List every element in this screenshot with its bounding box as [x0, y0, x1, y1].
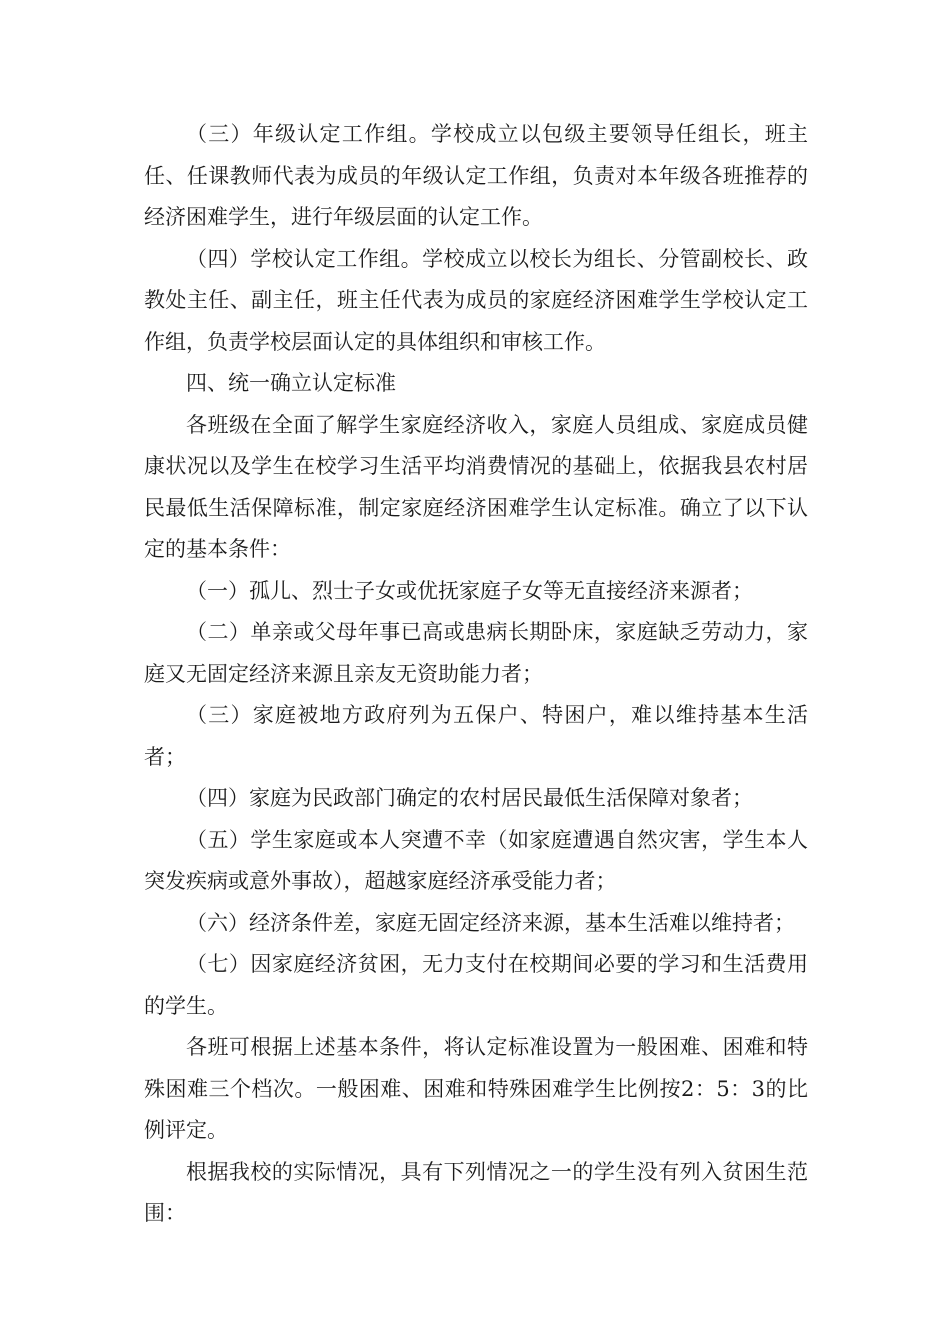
paragraph-standards-intro: 各班级在全面了解学生家庭经济收入，家庭人员组成、家庭成员健康状况以及学生在校学习生活平均消费情况的基础上，依据我县农村居民最低生活保障标准，制定家庭经济困难学生认定标准。确立了以下认定的基本条件：: [144, 412, 808, 561]
document-body: [144, 114, 808, 1235]
condition-item-1: （一）孤儿、烈士子女或优抚家庭子女等无直接经济来源者；: [186, 578, 753, 603]
condition-item-6: （六）经济条件差，家庭无固定经济来源，基本生活难以维持者；: [186, 910, 795, 935]
section-heading-standards: 四、统一确立认定标准: [186, 371, 396, 395]
paragraph-school-workgroup: （四）学校认定工作组。学校成立以校长为组长、分管副校长、政教处主任、副主任，班主任代表为成员的家庭经济困难学生学校认定工作组，负责学校层面认定的具体组织和审核工作。: [144, 246, 808, 354]
paragraph-exclusions-intro: 根据我校的实际情况，具有下列情况之一的学生没有列入贫困生范围：: [144, 1159, 808, 1225]
paragraph-difficulty-levels: 各班可根据上述基本条件，将认定标准设置为一般困难、困难和特殊困难三个档次。一般困难、困难和特殊困难学生比例按2：5：3的比例评定。: [144, 1035, 808, 1142]
condition-item-3: （三）家庭被地方政府列为五保户、特困户，难以维持基本生活者；: [144, 703, 808, 769]
paragraph-grade-workgroup: （三）年级认定工作组。学校成立以包级主要领导任组长，班主任、任课教师代表为成员的年级认定工作组，负责对本年级各班推荐的经济困难学生，进行年级层面的认定工作。: [144, 122, 808, 229]
condition-item-7: （七）因家庭经济贫困，无力支付在校期间必要的学习和生活费用的学生。: [144, 952, 808, 1018]
condition-item-4: （四）家庭为民政部门确定的农村居民最低生活保障对象者；: [186, 786, 753, 810]
condition-item-5: （五）学生家庭或本人突遭不幸（如家庭遭遇自然灾害，学生本人突发疾病或意外事故），超越家庭经济承受能力者；: [144, 827, 808, 893]
condition-item-2: （二）单亲或父母年事已高或患病长期卧床，家庭缺乏劳动力，家庭又无固定经济来源且亲友无资助能力者；: [144, 620, 808, 686]
